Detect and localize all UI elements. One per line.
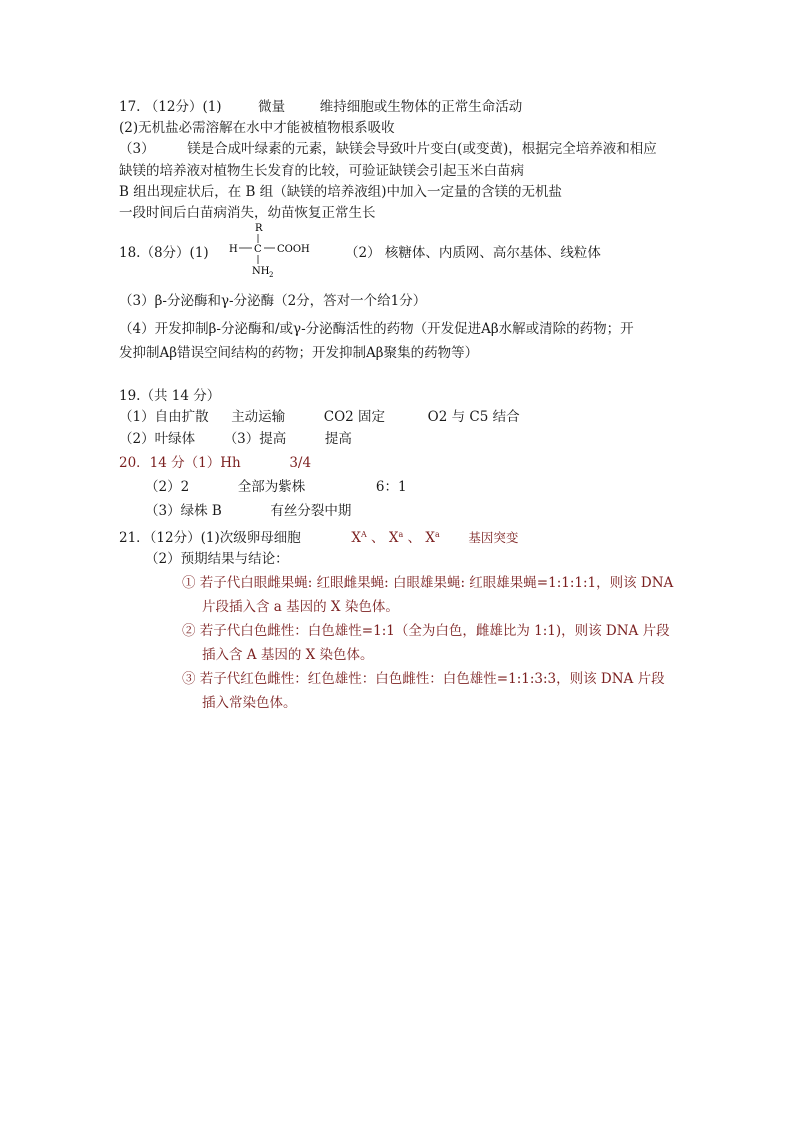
q21-result-3-line-1: ③ 若子代红色雌性：红色雄性：白色雌性：白色雄性=1:1:3:3，则该 DNA 片段 bbox=[182, 671, 665, 687]
formula-nh: NH bbox=[252, 266, 270, 277]
q17-line-3 bbox=[119, 140, 657, 158]
q17-number: 17. （12分）(1) bbox=[119, 99, 222, 115]
q21-line-1 bbox=[119, 526, 518, 547]
q18-part-2: （2） 核糖体、内质网、高尔基体、线粒体 bbox=[345, 245, 601, 261]
q19-line-1 bbox=[119, 408, 520, 426]
q18-part-4-line-2: 发抑制Aβ错误空间结构的药物；开发抑制Aβ聚集的药物等） bbox=[119, 345, 479, 361]
q20-answer-1a: 20．14 分（1）Hh bbox=[119, 455, 241, 471]
q17-line-5: B 组出现症状后，在 B 组（缺镁的培养液组)中加入一定量的含镁的无机盐 bbox=[119, 184, 562, 200]
q21-result-2-line-2: 插入含 A 基因的 X 染色体。 bbox=[202, 647, 374, 663]
q19-answer-2: （2）叶绿体 bbox=[119, 431, 196, 447]
q21-line-2: （2）预期结果与结论： bbox=[145, 551, 289, 567]
q19-answer-1d: O2 与 C5 结合 bbox=[427, 409, 520, 425]
q18-part-3: （3）β-分泌酶和γ-分泌酶（2分，答对一个给1分） bbox=[119, 293, 427, 309]
q18-part-4-line-1: （4）开发抑制β-分泌酶和/或γ-分泌酶活性的药物（开发促进Aβ水解或清除的药物；开 bbox=[119, 321, 634, 337]
q19-answer-3a: （3）提高 bbox=[223, 431, 287, 447]
q17-part-3-text: 镁是合成叶绿素的元素，缺镁会导致叶片变白(或变黄)，根据完全培养液和相应 bbox=[187, 141, 657, 157]
formula-c: C bbox=[254, 244, 262, 255]
q20-line-2 bbox=[145, 478, 407, 496]
formula-cooh: COOH bbox=[277, 244, 310, 255]
q18-number: 18.（8分）(1) bbox=[119, 245, 209, 261]
q17-line-4: 缺镁的培养液对植物生长发育的比较，可验证缺镁会引起玉米白苗病 bbox=[119, 163, 524, 179]
q17-line-1 bbox=[119, 98, 522, 116]
formula-h: H bbox=[229, 244, 238, 255]
q20-line-3 bbox=[145, 502, 351, 520]
q20-line-1 bbox=[119, 454, 311, 472]
amino-acid-structure bbox=[226, 222, 316, 280]
q17-line-6: 一段时间后白苗病消失，幼苗恢复正常生长 bbox=[119, 205, 376, 221]
q17-answer-trace: 微量 bbox=[258, 99, 286, 115]
q21-genotypes: $X^A$ 、 $X^a$ 、 $X^a$ bbox=[351, 530, 440, 546]
formula-r: R bbox=[255, 223, 263, 234]
q20-answer-2c: 6：1 bbox=[375, 479, 407, 495]
q21-gene-mutation: 基因突变 bbox=[468, 530, 519, 545]
q17-line-2: (2)无机盐必需溶解在水中才能被植物根系吸收 bbox=[119, 120, 395, 136]
q19-line-2 bbox=[119, 430, 352, 448]
q20-answer-1b: 3/4 bbox=[289, 455, 312, 471]
q19-answer-1a: （1）自由扩散 bbox=[119, 409, 209, 425]
q19-answer-1c: CO2 固定 bbox=[323, 409, 386, 425]
q17-answer-function: 维持细胞或生物体的正常生命活动 bbox=[319, 99, 523, 115]
q20-answer-2a: （2）2 bbox=[145, 479, 190, 495]
q21-result-3-line-2: 插入常染色体。 bbox=[202, 695, 297, 711]
q20-answer-3a: （3）绿株 B bbox=[145, 503, 222, 519]
q19-answer-1b: 主动运输 bbox=[231, 409, 286, 425]
q21-answer-1: 21．（12分）(1)次级卵母细胞 bbox=[119, 530, 301, 546]
q19-number: 19.（共 14 分） bbox=[119, 388, 221, 404]
q20-answer-3b: 有丝分裂中期 bbox=[270, 503, 352, 519]
q21-result-1-line-2: 片段插入含 a 基因的 X 染色体。 bbox=[202, 599, 399, 615]
q19-answer-3b: 提高 bbox=[324, 431, 352, 447]
formula-nh-subscript: 2 bbox=[269, 271, 274, 279]
q21-result-2-line-1: ② 若子代白色雌性：白色雄性=1:1（全为白色，雌雄比为 1:1)，则该 DNA 片段 bbox=[182, 623, 670, 639]
q17-part-3-label: （3） bbox=[119, 141, 155, 157]
q21-result-1-line-1: ① 若子代白眼雌果蝇: 红眼雌果蝇: 白眼雄果蝇: 红眼雄果蝇=1:1:1:1，则该 DNA bbox=[182, 575, 674, 591]
q20-answer-2b: 全部为紫株 bbox=[237, 479, 306, 495]
